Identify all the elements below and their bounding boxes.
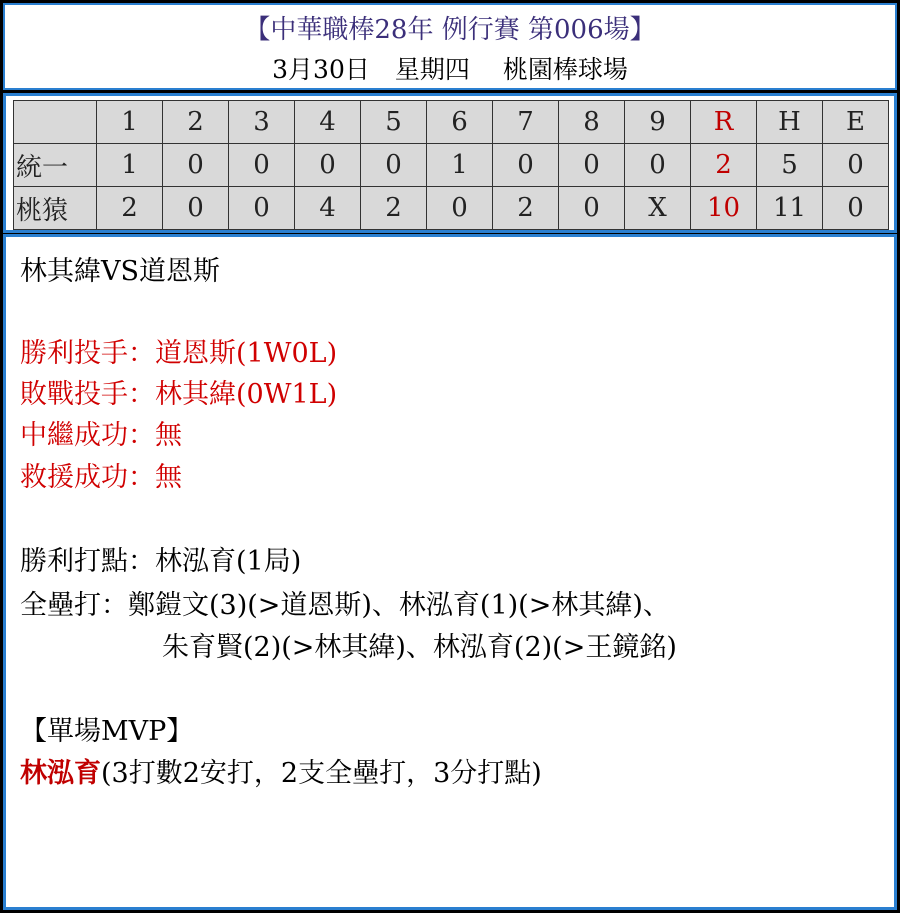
scoreboard-header-row xyxy=(14,101,889,144)
team-name: 統一 xyxy=(14,144,97,187)
inning-score: 1 xyxy=(427,144,493,187)
total-hits: 11 xyxy=(757,187,823,230)
pitching-matchup: 林其緯VS道恩斯 xyxy=(20,256,220,287)
scoreboard-table xyxy=(13,100,889,230)
inning-score: 2 xyxy=(97,187,163,230)
home-runs-line2: 朱育賢(2)(>林其緯)、林泓育(2)(>王鏡銘) xyxy=(162,632,677,663)
total-hits: 5 xyxy=(757,144,823,187)
mvp-line xyxy=(20,757,542,791)
inning-score: 0 xyxy=(163,144,229,187)
inning-score: 0 xyxy=(427,187,493,230)
inning-score: 0 xyxy=(361,144,427,187)
inning-score: 0 xyxy=(163,187,229,230)
total-errors: 0 xyxy=(823,144,889,187)
header-cell-inning: 3 xyxy=(229,101,295,144)
game-date-venue: 3月30日 星期四 桃園棒球場 xyxy=(272,55,628,84)
game-summary xyxy=(3,234,897,910)
header-cell-inning: 2 xyxy=(163,101,229,144)
inning-score: 1 xyxy=(97,144,163,187)
header-cell-inning: 4 xyxy=(295,101,361,144)
header-cell-hits: H xyxy=(757,101,823,144)
header-cell-inning: 6 xyxy=(427,101,493,144)
scoreboard xyxy=(3,93,897,233)
inning-score: 0 xyxy=(493,144,559,187)
inning-score: 0 xyxy=(559,144,625,187)
team-name: 桃猿 xyxy=(14,187,97,230)
mvp-detail: (3打數2安打，2支全壘打，3分打點) xyxy=(101,758,542,789)
total-runs: 2 xyxy=(691,144,757,187)
hold-pitcher: 中繼成功：無 xyxy=(20,420,182,451)
winning-pitcher: 勝利投手：道恩斯(1W0L) xyxy=(20,338,338,369)
inning-score: 2 xyxy=(361,187,427,230)
losing-pitcher: 敗戰投手：林其緯(0W1L) xyxy=(20,379,338,410)
header-cell-team xyxy=(14,101,97,144)
inning-score: 0 xyxy=(295,144,361,187)
inning-score: 4 xyxy=(295,187,361,230)
save-pitcher: 救援成功：無 xyxy=(20,462,182,493)
header-cell-inning: 5 xyxy=(361,101,427,144)
header-cell-inning: 7 xyxy=(493,101,559,144)
home-runs-line1: 全壘打：鄭鎧文(3)(>道恩斯)、林泓育(1)(>林其緯)、 xyxy=(20,590,670,621)
header-cell-inning: 9 xyxy=(625,101,691,144)
header-cell-errors: E xyxy=(823,101,889,144)
inning-score: X xyxy=(625,187,691,230)
mvp-name: 林泓育 xyxy=(20,758,101,789)
inning-score: 0 xyxy=(229,187,295,230)
game-title: 【中華職棒28年 例行賽 第006場】 xyxy=(244,15,656,45)
scoreboard-row-away xyxy=(14,144,889,187)
winning-rbi: 勝利打點：林泓育(1局) xyxy=(20,546,302,577)
mvp-heading: 【單場MVP】 xyxy=(20,716,194,747)
total-runs: 10 xyxy=(691,187,757,230)
inning-score: 0 xyxy=(625,144,691,187)
header-cell-runs: R xyxy=(691,101,757,144)
header-cell-inning: 8 xyxy=(559,101,625,144)
header-cell-inning: 1 xyxy=(97,101,163,144)
total-errors: 0 xyxy=(823,187,889,230)
inning-score: 2 xyxy=(493,187,559,230)
inning-score: 0 xyxy=(559,187,625,230)
scoreboard-row-home xyxy=(14,187,889,230)
inning-score: 0 xyxy=(229,144,295,187)
game-header xyxy=(3,3,897,90)
